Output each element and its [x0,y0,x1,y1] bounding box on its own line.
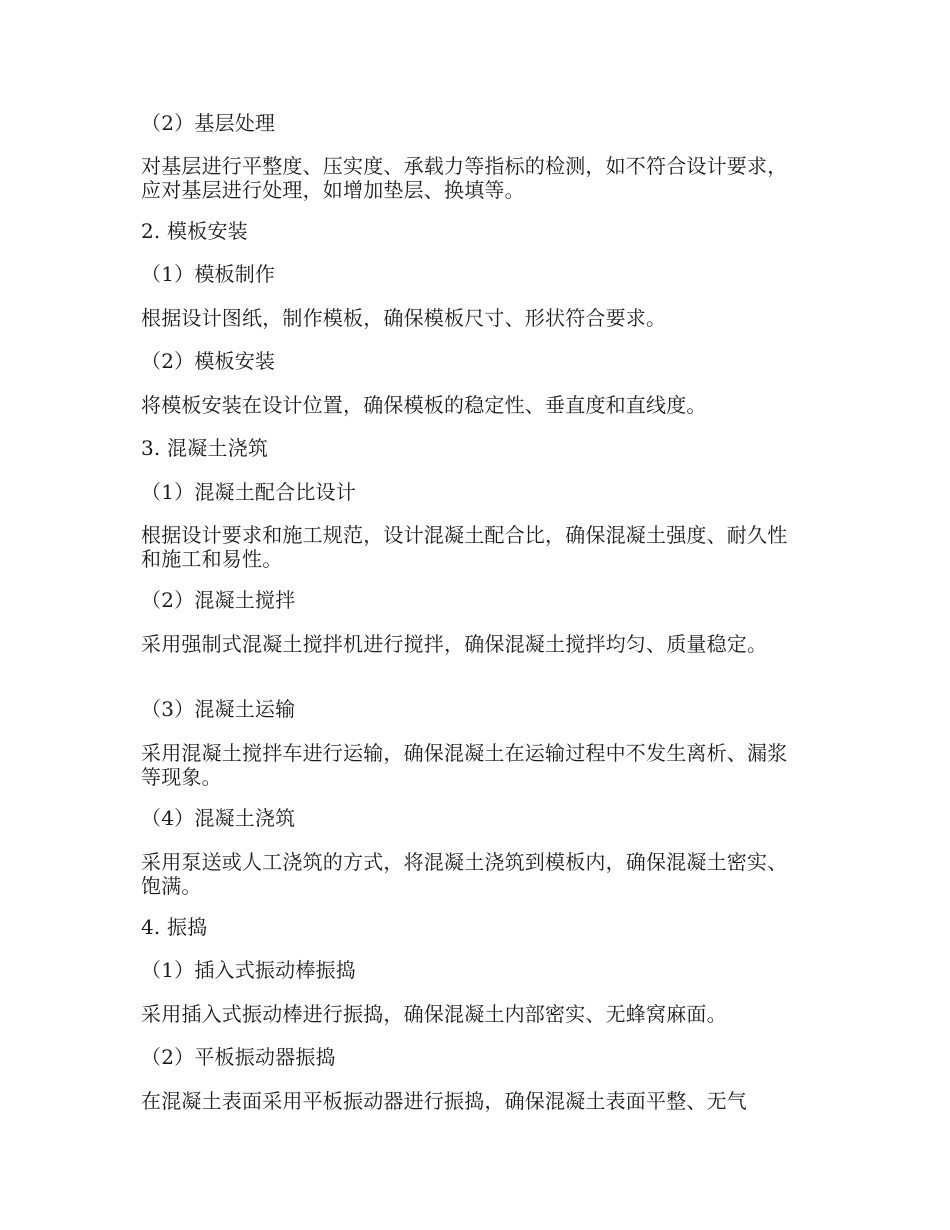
paragraph-mix-design: 根据设计要求和施工规范，设计混凝土配合比，确保混凝土强度、耐久性和施工和易性。 [141,523,788,571]
paragraph-pouring: 采用泵送或人工浇筑的方式，将混凝土浇筑到模板内，确保混凝土密实、饱满。 [141,850,788,898]
paragraph-poker-vibrator: 采用插入式振动棒进行振捣，确保混凝土内部密实、无蜂窝麻面。 [141,1002,727,1026]
subheading-mixing: （2）混凝土搅拌 [141,588,296,612]
subheading-poker-vibrator: （1）插入式振动棒振捣 [141,958,356,982]
subheading-transport: （3）混凝土运输 [141,697,296,721]
subheading-pouring: （4）混凝土浇筑 [141,806,296,830]
subheading-mix-design: （1）混凝土配合比设计 [141,480,356,504]
paragraph-formwork-fabrication: 根据设计图纸，制作模板，确保模板尺寸、形状符合要求。 [141,306,667,330]
subheading-formwork-fabrication: （1）模板制作 [141,262,276,286]
paragraph-base-treatment: 对基层进行平整度、压实度、承载力等指标的检测，如不符合设计要求，应对基层进行处理，如增加垫层、换填等。 [141,154,788,202]
subheading-plate-vibrator: （2）平板振动器振捣 [141,1045,336,1069]
heading-formwork-installation: 2. 模板安装 [141,219,248,243]
paragraph-mixing: 采用强制式混凝土搅拌机进行搅拌，确保混凝土搅拌均匀、质量稳定。 [141,632,768,656]
subheading-formwork-install: （2）模板安装 [141,349,276,373]
paragraph-formwork-install: 将模板安装在设计位置，确保模板的稳定性、垂直度和直线度。 [141,393,707,417]
subheading-base-treatment: （2）基层处理 [141,111,276,135]
paragraph-plate-vibrator: 在混凝土表面采用平板振动器进行振捣，确保混凝土表面平整、无气 [141,1089,747,1113]
paragraph-transport: 采用混凝土搅拌车进行运输，确保混凝土在运输过程中不发生离析、漏浆等现象。 [141,741,788,789]
heading-concrete-pouring: 3. 混凝土浇筑 [141,436,269,460]
heading-vibration: 4. 振捣 [141,915,208,939]
